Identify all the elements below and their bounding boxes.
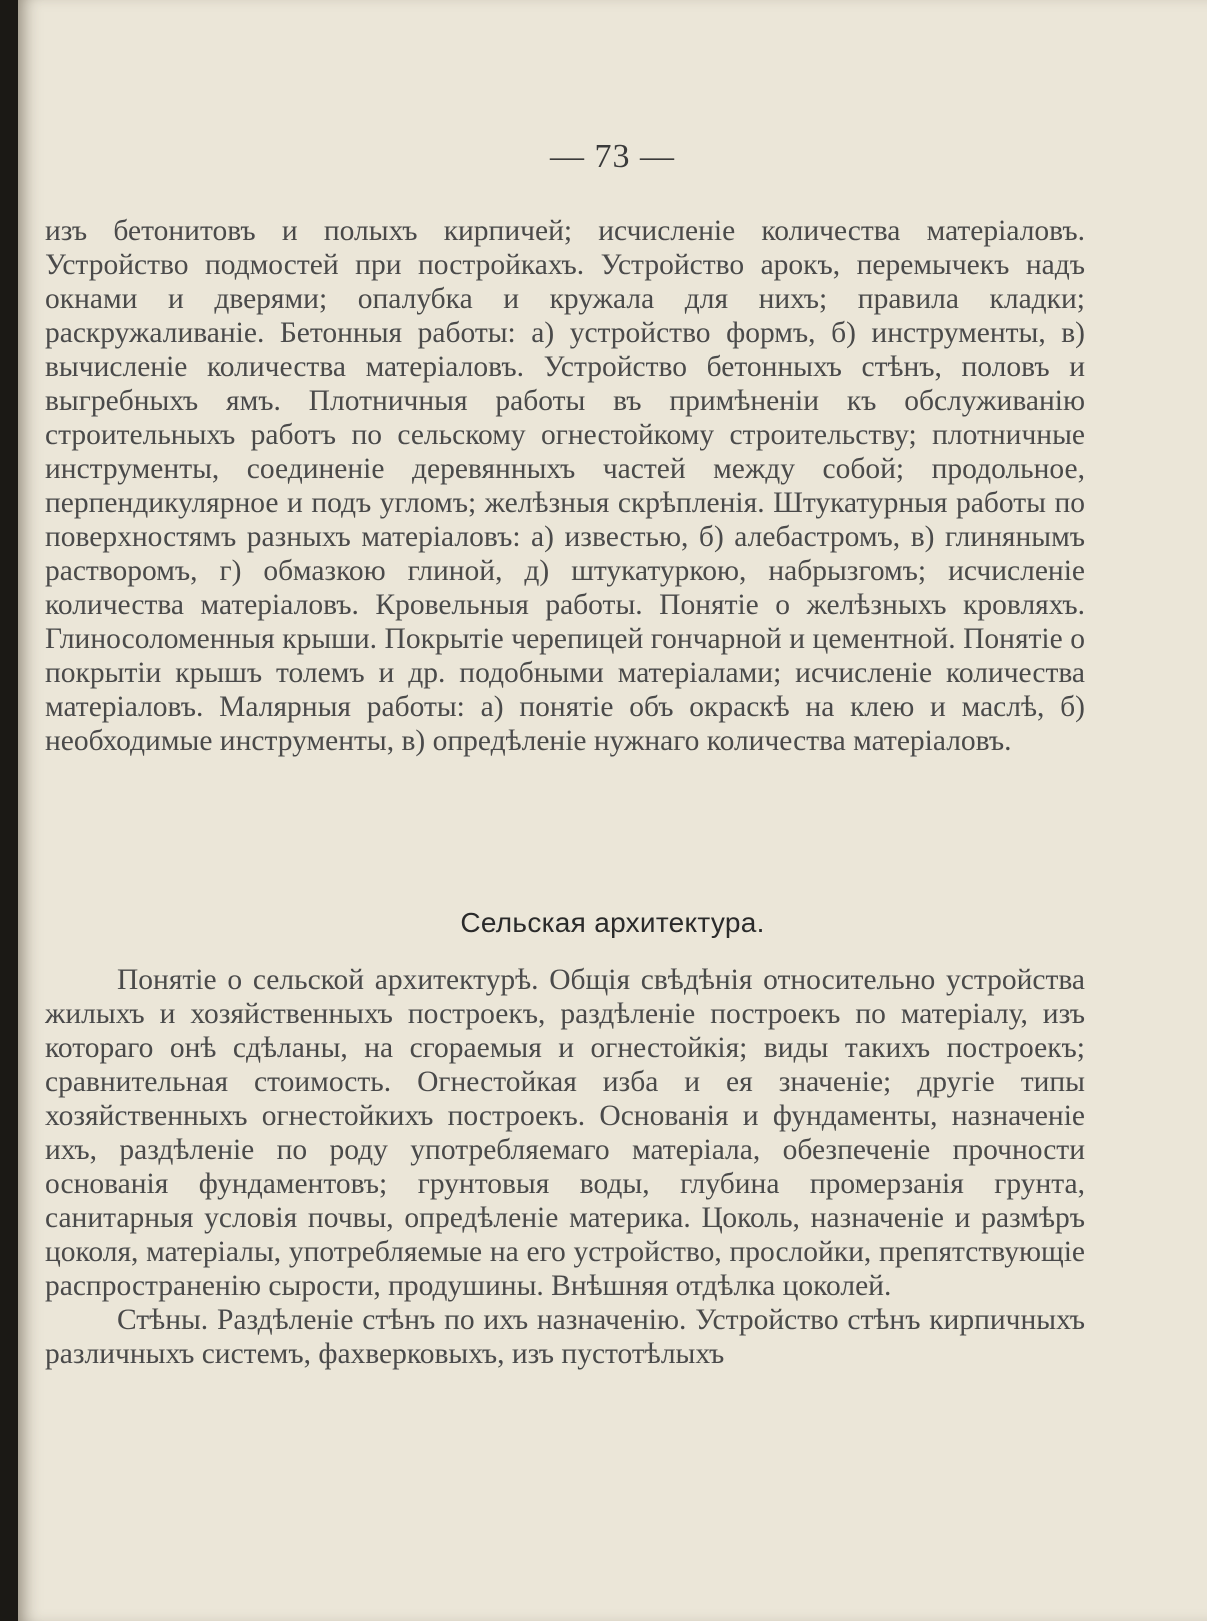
paragraph: Стѣны. Раздѣленіе стѣнъ по ихъ назначенію. Устройство стѣнъ кирпичныхъ различныхъ системъ, фахверковыхъ, изъ пустотѣлыхъ — [45, 1304, 1085, 1370]
book-page — [18, 0, 1207, 1621]
paragraph: Понятіе о сельской архитектурѣ. Общія свѣдѣнія относительно устройства жилыхъ и хозяйственныхъ построекъ, раздѣленіе построекъ по матеріалу, изъ котораго онѣ сдѣланы, на сгораемыя и огнестойкія; виды такихъ построекъ; сравнительная стоимость. Огнестойкая изба и ея значеніе; другіе типы хозяйственныхъ огнестойкихъ построекъ. Основанія и фундаменты, назначеніе ихъ, раздѣленіе по роду употребляемаго матеріала, обезпеченіе прочности основанія фундаментовъ; грунтовыя воды, глубина промерзанія грунта, санитарныя условія почвы, опредѣленіе материка. Цоколь, назначеніе и размѣръ цоколя, матеріалы, употребляемые на его устройство, прослойки, препятствующіе распространенію сырости, продушины. Внѣшняя отдѣлка цоколей. — [45, 964, 1085, 1302]
section-heading: Сельская архитектура. — [460, 907, 765, 938]
paragraph: изъ бетонитовъ и полыхъ кирпичей; исчисленіе количества матеріаловъ. Устройство подмостей при постройкахъ. Устройство арокъ, перемычекъ надъ окнами и дверями; опалубка и кружала для нихъ; правила кладки; раскружаливаніе. Бетонныя работы: а) устройство формъ, б) инструменты, в) вычисленіе количества матеріаловъ. Устройство бетонныхъ стѣнъ, половъ и выгребныхъ ямъ. Плотничныя работы въ примѣненіи къ обслуживанію строительныхъ работъ по сельскому огнестойкому строительству; плотничные инструменты, соединеніе деревянныхъ частей между собой; продольное, перпендикулярное и подъ угломъ; желѣзныя скрѣпленія. Штукатурныя работы по поверхностямъ разныхъ матеріаловъ: а) известью, б) алебастромъ, в) глинянымъ растворомъ, г) обмазкою глиной, д) штукатуркою, набрызгомъ; исчисленіе количества матеріаловъ. Кровельныя работы. Понятіе о желѣзныхъ кровляхъ. Глиносоломенныя крыши. Покрытіе черепицей гончарной и цементной. Понятіе о покрытіи крышъ толемъ и др. подобными матеріалами; исчисленіе количества матеріаловъ. Малярныя работы: а) понятіе объ окраскѣ на клею и маслѣ, б) необходимые инструменты, в) опредѣленіе нужнаго количества матеріаловъ. — [45, 215, 1085, 757]
page-number: — 73 — — [550, 138, 675, 175]
body-text-top — [45, 214, 1085, 758]
body-text-bottom — [45, 963, 1085, 1371]
